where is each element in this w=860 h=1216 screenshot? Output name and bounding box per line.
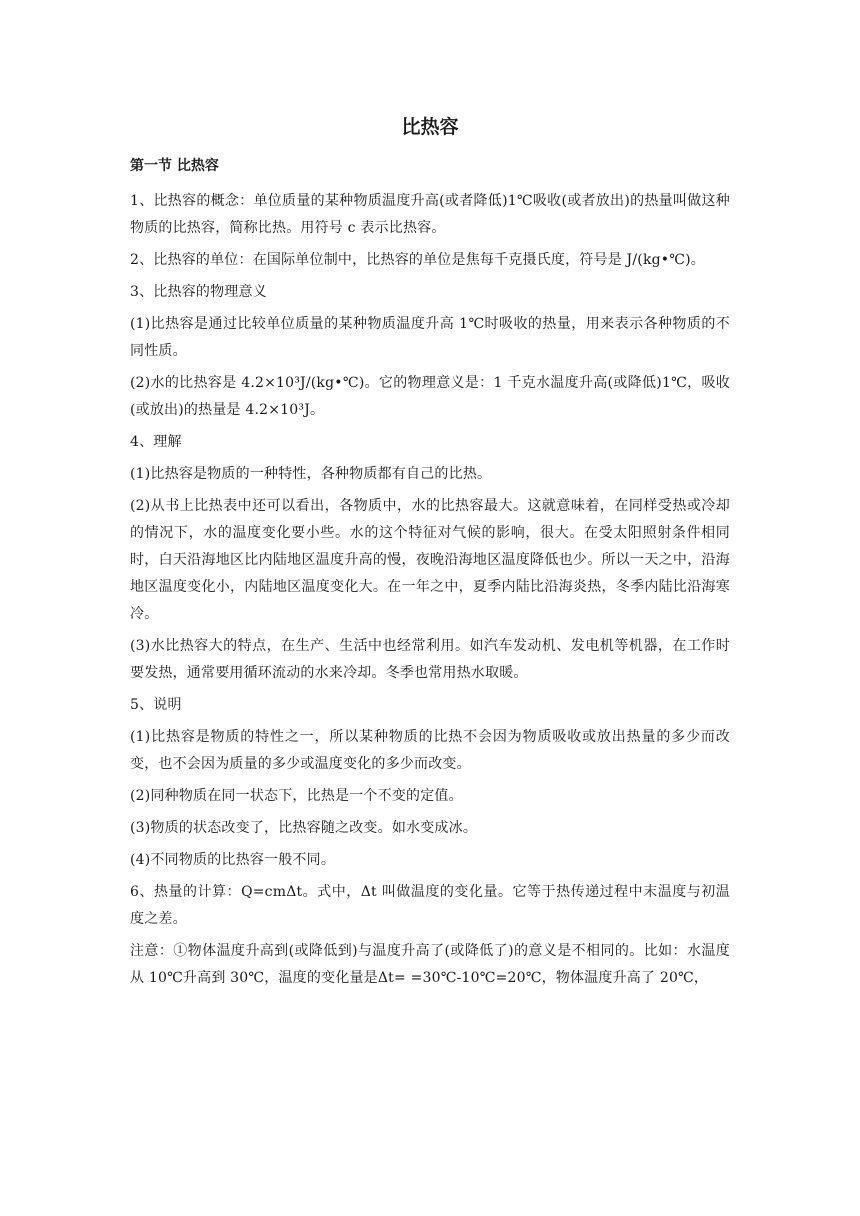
paragraph-16: 注意：①物体温度升高到(或降低到)与温度升高了(或降低了)的意义是不相同的。比如：水温度从 10℃升高到 30℃，温度的变化量是Δt= =30℃-10℃=20℃，物体温度升高了 20℃， [130,943,730,986]
paragraph-9: (3)水比热容大的特点，在生产、生活中也经常利用。如汽车发动机、发电机等机器，在工作时要发热，通常要用循环流动的水来冷却。冬季也常用热水取暖。 [130,638,730,681]
paragraph-1: 1、比热容的概念：单位质量的某种物质温度升高(或者降低)1℃吸收(或者放出)的热量叫做这种物质的比热容，简称比热。用符号 c 表示比热容。 [130,193,730,236]
paragraph-2: 2、比热容的单位：在国际单位制中，比热容的单位是焦每千克摄氏度，符号是 J/(kg•℃)。 [130,252,705,268]
document-page [130,112,730,997]
section-heading: 第一节 比热容 [130,158,219,174]
paragraph-14: (4)不同物质的比热容一般不同。 [130,852,336,868]
paragraph-10: 5、说明 [130,697,182,713]
paragraph-4: (1)比热容是通过比较单位质量的某种物质温度升高 1℃时吸收的热量，用来表示各种物质的不同性质。 [130,316,730,359]
paragraph-13: (3)物质的状态改变了，比热容随之改变。如水变成冰。 [130,820,478,836]
paragraph-3: 3、比热容的物理意义 [130,284,267,300]
document-title: 比热容 [401,116,459,138]
paragraph-7: (1)比热容是物质的一种特性，各种物质都有自己的比热。 [130,466,492,482]
paragraph-11: (1)比热容是物质的特性之一，所以某种物质的比热不会因为物质吸收或放出热量的多少而改变，也不会因为质量的多少或温度变化的多少而改变。 [130,729,730,772]
paragraph-15: 6、热量的计算：Q=cmΔt。式中，Δt 叫做温度的变化量。它等于热传递过程中末温度与初温度之差。 [130,884,730,927]
paragraph-12: (2)同种物质在同一状态下，比热是一个不变的定值。 [130,788,463,804]
paragraph-8: (2)从书上比热表中还可以看出，各物质中，水的比热容最大。这就意味着，在同样受热或冷却的情况下，水的温度变化要小些。水的这个特征对气候的影响，很大。在受太阳照射条件相同时，白天沿海地区比内陆地区温度升高的慢，夜晚沿海地区温度降低也少。所以一天之中，沿海地区温度变化小，内陆地区温度变化大。在一年之中，夏季内陆比沿海炎热，冬季内陆比沿海寒冷。 [130,498,730,622]
paragraph-6: 4、理解 [130,434,182,450]
paragraph-5: (2)水的比热容是 4.2×10³J/(kg•℃)。它的物理意义是：1 千克水温度升高(或降低)1℃，吸收(或放出)的热量是 4.2×10³J。 [130,375,730,418]
